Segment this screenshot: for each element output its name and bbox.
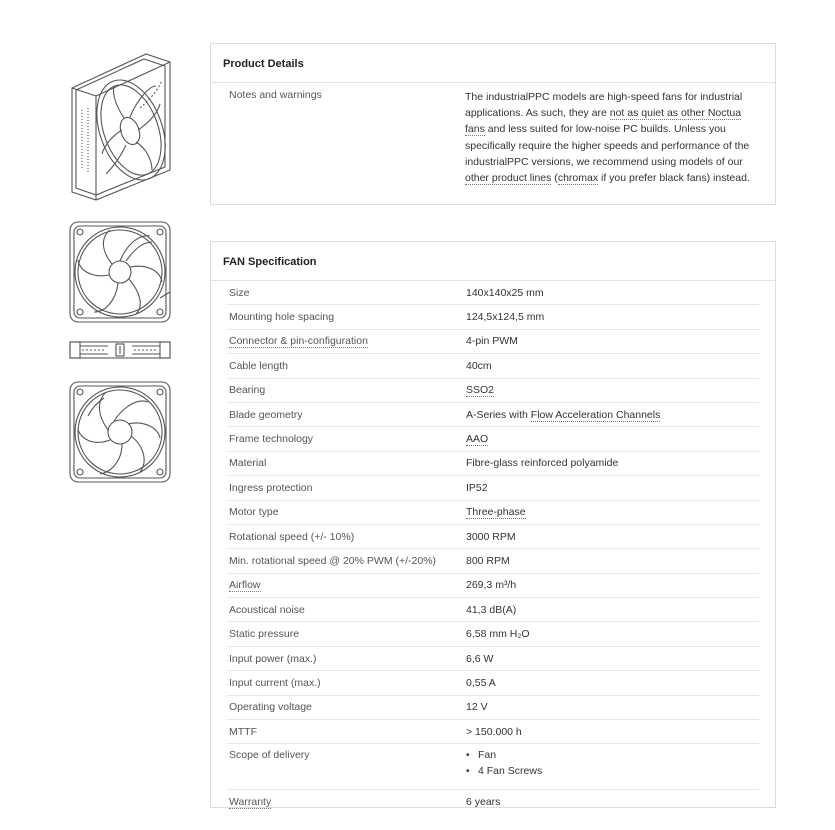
spec-value: IP52 — [466, 476, 759, 500]
spec-label: Rotational speed (+/- 10%) — [227, 524, 466, 548]
spec-row-min-rotational-speed — [227, 549, 759, 573]
spec-value: 140x140x25 mm — [466, 281, 759, 305]
spec-value: 6,58 mm H₂O — [466, 622, 759, 646]
spec-value: 0,55 A — [466, 671, 759, 695]
spec-value: 124,5x124,5 mm — [466, 305, 759, 329]
notes-text — [465, 89, 761, 186]
fan-back-thumbnail[interactable] — [68, 380, 172, 484]
notes-text-part3: ( — [551, 172, 558, 185]
spec-row-rotational-speed — [227, 524, 759, 548]
product-details-title: Product Details — [211, 44, 775, 83]
spec-label: Material — [227, 451, 466, 475]
spec-row-airflow — [227, 573, 759, 597]
fan-side-thumbnail[interactable] — [68, 340, 172, 360]
warranty-link[interactable]: Warranty — [229, 796, 272, 809]
spec-row-frame-technology — [227, 427, 759, 451]
product-details-panel — [210, 43, 776, 205]
spec-label: Static pressure — [227, 622, 466, 646]
spec-label: Frame technology — [227, 427, 466, 451]
notes-text-part2: and less suited for low-noise PC builds. Unless you specifically require the higher speeds and performance of the industrialPPC versions, we recommend using models of our — [465, 123, 750, 168]
spec-label: Scope of delivery — [227, 744, 466, 790]
spec-row-mounting-hole-spacing — [227, 305, 759, 329]
spec-row-connector — [227, 329, 759, 353]
spec-row-bearing — [227, 378, 759, 402]
three-phase-link[interactable]: Three-phase — [466, 506, 526, 519]
spec-label: Operating voltage — [227, 695, 466, 719]
blade-geometry-prefix: A-Series with — [466, 408, 531, 421]
notes-text-part4: if you prefer black fans) instead. — [598, 172, 750, 185]
spec-value: 41,3 dB(A) — [466, 598, 759, 622]
spec-label: Motor type — [227, 500, 466, 524]
flow-acceleration-channels-link[interactable]: Flow Acceleration Channels — [530, 408, 661, 421]
spec-row-cable-length — [227, 354, 759, 378]
fan-front-thumbnail[interactable] — [68, 220, 172, 324]
fan-specification-panel — [210, 241, 776, 808]
spec-row-mttf — [227, 720, 759, 744]
spec-label: Blade geometry — [227, 402, 466, 426]
spec-row-input-current — [227, 671, 759, 695]
spec-value: > 150.000 h — [466, 720, 759, 744]
list-item: • Fan — [466, 748, 759, 764]
spec-value: 4-pin PWM — [466, 329, 759, 353]
spec-value: 12 V — [466, 695, 759, 719]
spec-value: Fibre-glass reinforced polyamide — [466, 451, 759, 475]
aao-link[interactable]: AAO — [466, 433, 489, 446]
scope-of-delivery-list — [466, 748, 759, 779]
spec-label: Bearing — [227, 378, 466, 402]
spec-row-static-pressure — [227, 622, 759, 646]
spec-label: Input power (max.) — [227, 646, 466, 670]
airflow-link[interactable]: Airflow — [229, 579, 261, 592]
spec-row-acoustical-noise — [227, 598, 759, 622]
spec-row-input-power — [227, 646, 759, 670]
spec-row-material — [227, 451, 759, 475]
spec-label: Min. rotational speed @ 20% PWM (+/-20%) — [227, 549, 466, 573]
fan-specification-title: FAN Specification — [211, 242, 775, 281]
other-product-lines-link[interactable]: other product lines — [465, 172, 552, 185]
not-as-quiet-link[interactable]: not as quiet as other Noctua fans — [465, 107, 742, 136]
notes-text-part1: The industrialPPC models are high-speed fans for industrial applications. As such, they are — [465, 91, 743, 120]
spec-row-scope-of-delivery — [227, 744, 759, 790]
spec-value: 6 years — [466, 796, 501, 809]
spec-value: 269,3 m³/h — [466, 573, 759, 597]
spec-value: 800 RPM — [466, 549, 759, 573]
spec-label: Input current (max.) — [227, 671, 466, 695]
spec-label: Acoustical noise — [227, 598, 466, 622]
notes-row — [211, 83, 775, 192]
spec-row-size — [227, 281, 759, 305]
spec-label: Size — [227, 281, 466, 305]
spec-value: 3000 RPM — [466, 524, 759, 548]
spec-value: 40cm — [466, 354, 759, 378]
chromax-link[interactable]: chromax — [557, 172, 599, 185]
notes-label: Notes and warnings — [229, 89, 322, 101]
spec-label: Cable length — [227, 354, 466, 378]
spec-label: MTTF — [227, 720, 466, 744]
spec-label: Ingress protection — [227, 476, 466, 500]
list-item: • 4 Fan Screws — [466, 764, 759, 780]
sso2-link[interactable]: SSO2 — [466, 384, 495, 397]
connector-link[interactable]: Connector & pin-configuration — [229, 335, 368, 348]
spec-value: 6,6 W — [466, 646, 759, 670]
spec-row-blade-geometry — [227, 402, 759, 426]
spec-row-motor-type — [227, 500, 759, 524]
spec-table — [227, 281, 759, 814]
spec-row-operating-voltage — [227, 695, 759, 719]
spec-row-ingress-protection — [227, 476, 759, 500]
fan-perspective-thumbnail[interactable] — [68, 50, 174, 202]
spec-row-warranty — [227, 790, 759, 814]
spec-label: Mounting hole spacing — [227, 305, 466, 329]
